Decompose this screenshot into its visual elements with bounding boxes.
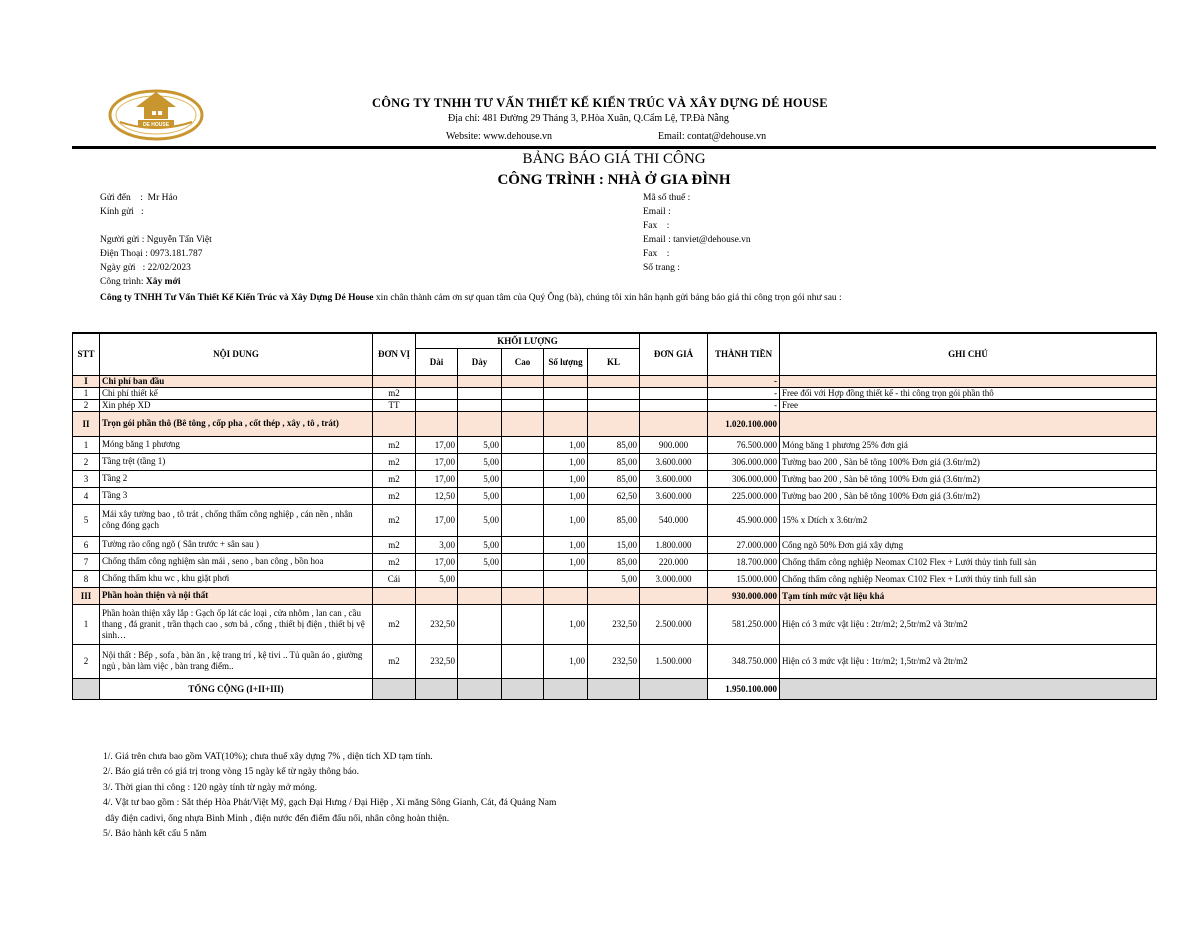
cell-unit-price: 220.000	[640, 553, 708, 570]
cell-amount: 306.000.000	[708, 453, 780, 470]
note-item: 5/. Bảo hành kết cấu 5 năm	[103, 829, 207, 840]
info-right	[643, 191, 751, 275]
cell-content: Nội thất : Bếp , sofa , bàn ăn , kệ trang trí , kệ tivi .. Tủ quần áo , giường ngủ , bàn làm việc , bàn trang điểm..	[100, 644, 373, 678]
cell-amount: -	[708, 375, 780, 387]
cell-quantity: 1,00	[544, 470, 588, 487]
total-label: TỔNG CỘNG (I+II+III)	[100, 678, 373, 699]
cell-content: Phần hoàn thiện và nội thất	[100, 587, 373, 604]
table-row	[73, 453, 1157, 470]
cell-kl: 232,50	[588, 604, 640, 644]
cell-kl: 85,00	[588, 470, 640, 487]
document-title: BẢNG BÁO GIÁ THI CÔNG	[522, 151, 706, 167]
cell-note: Tường bao 200 , Sàn bê tông 100% Đơn giá (3.6tr/m2)	[780, 453, 1157, 470]
cell-stt: 3	[73, 470, 100, 487]
cell-stt: 1	[73, 387, 100, 399]
cell-note: Móng băng 1 phương 25% đơn giá	[780, 436, 1157, 453]
cell-note: Cổng ngõ 50% Đơn giá xây dựng	[780, 536, 1157, 553]
cell-unit-price: 3.600.000	[640, 453, 708, 470]
cell-note	[780, 375, 1157, 387]
info-spacer	[100, 219, 212, 233]
info-page-count: Số trang :	[643, 263, 680, 273]
cell-stt: 2	[73, 453, 100, 470]
cell-content: Chống thấm khu wc , khu giặt phơi	[100, 570, 373, 587]
cell-content: Chi phí thiết kế	[100, 387, 373, 399]
header-quantity: Số lượng	[544, 348, 588, 375]
project-type: Xây mới	[145, 277, 181, 287]
cell-width	[458, 399, 502, 411]
cell-note: Free đối với Hợp đồng thiết kế - thi công trọn gói phần thô	[780, 387, 1157, 399]
table-row	[73, 570, 1157, 587]
cell-kl: 85,00	[588, 553, 640, 570]
cell-height	[502, 553, 544, 570]
cell-unit-price: 2.500.000	[640, 604, 708, 644]
cell-amount: 225.000.000	[708, 487, 780, 504]
cell-unit: m2	[373, 487, 416, 504]
cell-height	[502, 504, 544, 536]
cell-height	[502, 570, 544, 587]
cell-stt: 2	[73, 644, 100, 678]
cell-amount: 27.000.000	[708, 536, 780, 553]
company-logo	[106, 88, 206, 142]
cell-unit: m2	[373, 644, 416, 678]
cell-unit-price: 1.500.000	[640, 644, 708, 678]
cell-amount: 15.000.000	[708, 570, 780, 587]
section-row	[73, 411, 1157, 436]
table-row	[73, 604, 1157, 644]
intro-message: xin chân thành cảm ơn sự quan tâm của Quý Ông (bà), chúng tôi xin hân hạnh gửi bảng báo giá thi công trọn gói như sau :	[373, 293, 842, 303]
header-height: Cao	[502, 348, 544, 375]
cell-kl: 232,50	[588, 644, 640, 678]
table-row	[73, 470, 1157, 487]
cell-unit: m2	[373, 553, 416, 570]
cell-length: 232,50	[416, 644, 458, 678]
cell-amount: 348.750.000	[708, 644, 780, 678]
company-website: Website: www.dehouse.vn	[446, 131, 553, 142]
cell-stt: II	[73, 411, 100, 436]
cell-height	[502, 399, 544, 411]
cell-length: 17,00	[416, 504, 458, 536]
cell-length	[416, 587, 458, 604]
cell-length: 3,00	[416, 536, 458, 553]
table-row	[73, 436, 1157, 453]
cell-note: 15% x Dtích x 3.6tr/m2	[780, 504, 1157, 536]
cell-note: Tường bao 200 , Sàn bê tông 100% Đơn giá (3.6tr/m2)	[780, 487, 1157, 504]
cell-unit-price: 3.600.000	[640, 470, 708, 487]
cell-unit-price	[640, 387, 708, 399]
cell-length: 17,00	[416, 436, 458, 453]
cell-height	[502, 411, 544, 436]
cell-width	[458, 387, 502, 399]
cell-stt: 2	[73, 399, 100, 411]
total-pad	[416, 678, 458, 699]
cell-unit: m2	[373, 504, 416, 536]
info-tax-code: Mã số thuế :	[643, 193, 691, 203]
cell-unit: m2	[373, 470, 416, 487]
note-item: 3/. Thời gian thi công : 120 ngày tính từ ngày mở móng.	[103, 782, 317, 793]
cell-content: Trọn gói phần thô (Bê tông , cốp pha , cốt thép , xây , tô , trát)	[100, 411, 373, 436]
cell-unit	[373, 375, 416, 387]
cell-height	[502, 536, 544, 553]
header-unit-price: ĐƠN GIÁ	[640, 333, 708, 375]
total-pad	[640, 678, 708, 699]
cell-content: Tầng 2	[100, 470, 373, 487]
cell-content: Chống thấm công nghiệm sàn mái , seno , ban công , bồn hoa	[100, 553, 373, 570]
cell-quantity: 1,00	[544, 553, 588, 570]
cell-note: Free	[780, 399, 1157, 411]
cell-unit-price: 540.000	[640, 504, 708, 536]
table-row	[73, 487, 1157, 504]
cell-kl	[588, 399, 640, 411]
cell-width	[458, 570, 502, 587]
project-title: CÔNG TRÌNH : NHÀ Ở GIA ĐÌNH	[497, 172, 731, 188]
cell-quantity	[544, 587, 588, 604]
cell-width	[458, 375, 502, 387]
cell-width	[458, 587, 502, 604]
cell-unit: TT	[373, 399, 416, 411]
cell-stt: 5	[73, 504, 100, 536]
cell-unit-price	[640, 375, 708, 387]
cell-width: 5,00	[458, 504, 502, 536]
cell-height	[502, 436, 544, 453]
info-fax-recipient: Fax :	[643, 221, 670, 231]
cell-height	[502, 453, 544, 470]
cell-kl	[588, 587, 640, 604]
cell-length: 17,00	[416, 453, 458, 470]
cell-note: Tường bao 200 , Sàn bê tông 100% Đơn giá (3.6tr/m2)	[780, 470, 1157, 487]
cell-quantity: 1,00	[544, 487, 588, 504]
company-name: CÔNG TY TNHH TƯ VẤN THIẾT KẾ KIẾN TRÚC VÀ XÂY DỰNG DÉ HOUSE	[372, 96, 828, 110]
cell-amount: 306.000.000	[708, 470, 780, 487]
note-item: dây điện cadivi, ống nhựa Bình Minh , điện nước đến điểm đấu nối, nhân công hoàn thiện.	[103, 813, 450, 824]
cell-unit: m2	[373, 453, 416, 470]
info-attention: Kính gửi :	[100, 207, 144, 217]
cell-unit-price: 3.000.000	[640, 570, 708, 587]
cell-content: Tầng trệt (tầng 1)	[100, 453, 373, 470]
cell-width	[458, 644, 502, 678]
cell-amount: 45.900.000	[708, 504, 780, 536]
cell-length	[416, 375, 458, 387]
cell-width: 5,00	[458, 487, 502, 504]
cell-quantity: 1,00	[544, 536, 588, 553]
cell-unit-price	[640, 587, 708, 604]
cell-content: Chi phí ban đầu	[100, 375, 373, 387]
cell-content: Tầng 3	[100, 487, 373, 504]
cell-note: Tạm tính mức vật liệu khá	[780, 587, 1157, 604]
cell-amount: -	[708, 387, 780, 399]
cell-quantity: 1,00	[544, 436, 588, 453]
cell-amount: -	[708, 399, 780, 411]
info-email-sender: Email : tanviet@dehouse.vn	[643, 235, 751, 245]
intro-text	[100, 293, 842, 303]
cell-amount: 581.250.000	[708, 604, 780, 644]
total-value: 1.950.100.000	[708, 678, 780, 699]
info-sender: Người gửi : Nguyễn Tấn Việt	[100, 235, 212, 245]
header-unit: ĐƠN VỊ	[373, 333, 416, 375]
cell-stt: 6	[73, 536, 100, 553]
cell-content: Phần hoàn thiện xây lắp : Gạch ốp lát các loại , cửa nhôm , lan can , cầu thang , đá granit , trần thạch cao , sơn bả , cổng , thiết bị điện , thiết bị vệ sinh…	[100, 604, 373, 644]
cell-kl	[588, 387, 640, 399]
cell-stt: 1	[73, 436, 100, 453]
cell-quantity: 1,00	[544, 453, 588, 470]
cell-kl: 15,00	[588, 536, 640, 553]
table-row	[73, 644, 1157, 678]
company-email: Email: contat@dehouse.vn	[658, 131, 767, 142]
cell-stt: 4	[73, 487, 100, 504]
cell-height	[502, 604, 544, 644]
cell-height	[502, 487, 544, 504]
cell-length	[416, 387, 458, 399]
info-phone: Điện Thoại : 0973.181.787	[100, 249, 203, 259]
cell-length: 5,00	[416, 570, 458, 587]
cell-quantity	[544, 399, 588, 411]
cell-kl: 85,00	[588, 436, 640, 453]
cell-unit: m2	[373, 436, 416, 453]
company-address: Địa chỉ: 481 Đường 29 Tháng 3, P.Hòa Xuân, Q.Cẩm Lệ, TP.Đà Nẵng	[448, 113, 729, 124]
cell-quantity: 1,00	[544, 504, 588, 536]
info-fax-sender: Fax :	[643, 249, 670, 259]
header-width: Dày	[458, 348, 502, 375]
logo-text: DE HOUSE	[142, 121, 170, 128]
cell-unit: Cái	[373, 570, 416, 587]
cell-note: Hiện có 3 mức vật liệu : 1tr/m2; 1,5tr/m2 và 2tr/m2	[780, 644, 1157, 678]
note-item: 2/. Báo giá trên có giá trị trong vòng 15 ngày kể từ ngày thông báo.	[103, 767, 360, 778]
cell-note	[780, 411, 1157, 436]
cell-amount: 18.700.000	[708, 553, 780, 570]
notes	[103, 750, 556, 842]
header-content: NỘI DUNG	[100, 333, 373, 375]
header-amount: THÀNH TIỀN	[708, 333, 780, 375]
cell-unit-price: 1.800.000	[640, 536, 708, 553]
total-pad	[780, 678, 1157, 699]
cell-amount: 1.020.100.000	[708, 411, 780, 436]
table-row	[73, 387, 1157, 399]
cell-note: Hiện có 3 mức vật liệu : 2tr/m2; 2,5tr/m2 và 3tr/m2	[780, 604, 1157, 644]
section-row	[73, 587, 1157, 604]
info-left	[100, 191, 212, 289]
quote-table	[72, 332, 1157, 700]
cell-stt: 8	[73, 570, 100, 587]
total-pad	[373, 678, 416, 699]
cell-unit: m2	[373, 387, 416, 399]
info-date: Ngày gửi : 22/02/2023	[100, 263, 191, 273]
cell-quantity	[544, 411, 588, 436]
cell-kl: 85,00	[588, 504, 640, 536]
info-email-recipient: Email :	[643, 207, 671, 217]
cell-note: Chống thấm công nghiệp Neomax C102 Flex + Lưới thủy tinh full sàn	[780, 553, 1157, 570]
note-item: 4/. Vật tư bao gồm : Sắt thép Hòa Phát/Việt Mỹ, gạch Đại Hưng / Đại Hiệp , Xi măng Sông Gianh, Cát, đá Quảng Nam	[103, 798, 557, 809]
cell-stt: 7	[73, 553, 100, 570]
cell-quantity: 1,00	[544, 644, 588, 678]
cell-length	[416, 399, 458, 411]
cell-amount: 76.500.000	[708, 436, 780, 453]
cell-width: 5,00	[458, 436, 502, 453]
table-row	[73, 504, 1157, 536]
total-pad	[544, 678, 588, 699]
table-row	[73, 399, 1157, 411]
total-pad	[458, 678, 502, 699]
cell-length: 17,00	[416, 553, 458, 570]
cell-width: 5,00	[458, 536, 502, 553]
cell-unit: m2	[373, 536, 416, 553]
cell-unit-price: 3.600.000	[640, 487, 708, 504]
cell-width	[458, 411, 502, 436]
cell-length: 232,50	[416, 604, 458, 644]
header-stt: STT	[73, 333, 100, 375]
header-volume: KHỐI LƯỢNG	[416, 333, 640, 348]
total-pad	[73, 678, 100, 699]
cell-unit-price	[640, 399, 708, 411]
cell-content: Mái xây tường bao , tô trát , chống thấm công nghiệp , cán nền , nhân công đóng gạch	[100, 504, 373, 536]
cell-width: 5,00	[458, 553, 502, 570]
cell-content: Xin phép XD	[100, 399, 373, 411]
table-row	[73, 536, 1157, 553]
info-recipient: Gửi đến : Mr Hảo	[100, 193, 178, 203]
cell-length: 17,00	[416, 470, 458, 487]
cell-quantity: 1,00	[544, 604, 588, 644]
cell-quantity	[544, 570, 588, 587]
info-project: Công trình: Xây mới	[100, 277, 181, 287]
total-pad	[588, 678, 640, 699]
cell-height	[502, 375, 544, 387]
cell-content: Tường rào cổng ngõ ( Sân trước + sân sau )	[100, 536, 373, 553]
cell-stt: III	[73, 587, 100, 604]
cell-width	[458, 604, 502, 644]
cell-width: 5,00	[458, 470, 502, 487]
intro-company: Công ty TNHH Tư Vấn Thiết Kế Kiến Trúc và Xây Dựng Dé House	[100, 293, 374, 303]
cell-height	[502, 387, 544, 399]
total-pad	[502, 678, 544, 699]
cell-width: 5,00	[458, 453, 502, 470]
cell-unit	[373, 587, 416, 604]
cell-kl	[588, 411, 640, 436]
cell-height	[502, 587, 544, 604]
section-row	[73, 375, 1157, 387]
cell-stt: 1	[73, 604, 100, 644]
cell-length: 12,50	[416, 487, 458, 504]
note-item: 1/. Giá trên chưa bao gồm VAT(10%); chưa thuế xây dựng 7% , diện tích XD tạm tính.	[103, 752, 433, 762]
header-kl: KL	[588, 348, 640, 375]
header-length: Dài	[416, 348, 458, 375]
cell-kl: 62,50	[588, 487, 640, 504]
cell-length	[416, 411, 458, 436]
cell-unit: m2	[373, 604, 416, 644]
header-note: GHI CHÚ	[780, 333, 1157, 375]
header-divider	[72, 146, 1156, 149]
cell-content: Móng băng 1 phương	[100, 436, 373, 453]
cell-kl: 85,00	[588, 453, 640, 470]
cell-quantity	[544, 375, 588, 387]
cell-kl	[588, 375, 640, 387]
table-row	[73, 553, 1157, 570]
cell-quantity	[544, 387, 588, 399]
cell-amount: 930.000.000	[708, 587, 780, 604]
cell-stt: I	[73, 375, 100, 387]
cell-unit-price: 900.000	[640, 436, 708, 453]
cell-height	[502, 644, 544, 678]
cell-note: Chống thấm công nghiệp Neomax C102 Flex + Lưới thủy tinh full sàn	[780, 570, 1157, 587]
cell-unit	[373, 411, 416, 436]
cell-kl: 5,00	[588, 570, 640, 587]
cell-unit-price	[640, 411, 708, 436]
cell-height	[502, 470, 544, 487]
